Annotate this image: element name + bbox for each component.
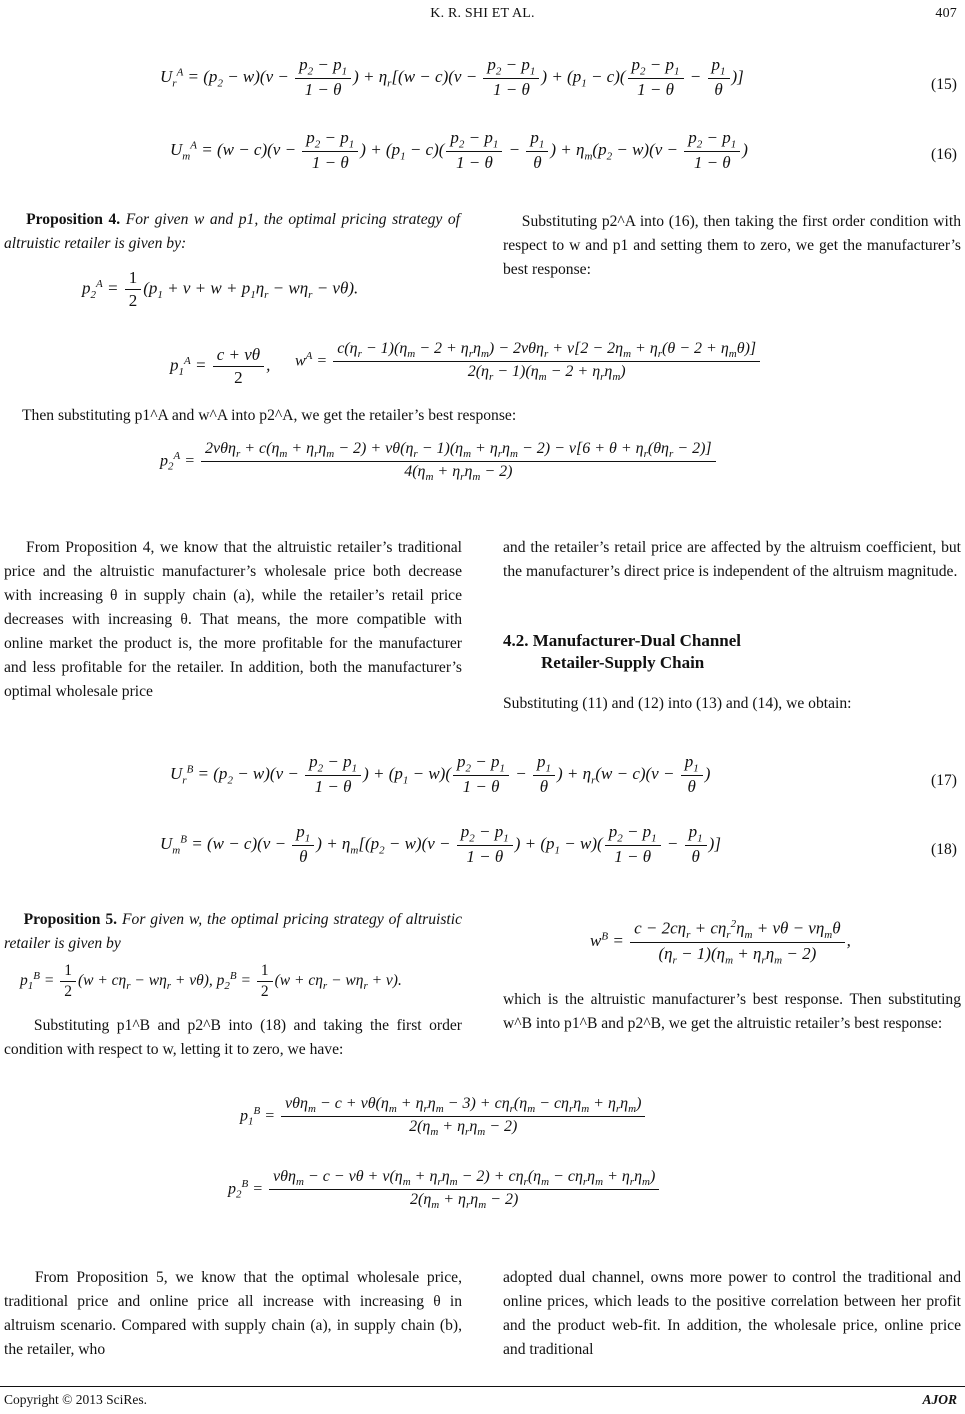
- section-heading-line1: 4.2. Manufacturer-Dual Channel: [503, 631, 741, 650]
- section-heading-4-2: [503, 630, 741, 674]
- eq18-rendered: $U_m^B = (w - c)(v$ − $\frac{p_1}{\theta}$ ) + $\eta_m[(p_2 - w)(v$ − $\frac{p_2 - p_1}{1 - \theta}$ ) + $(p_1 - w)$( $\frac{p_2 - p_1}{1 - \theta}$ − $\frac{p_1}{\theta}$ )]: [160, 822, 721, 867]
- formula-p1B: $p_1^B$ = $\frac{v\theta\eta_m - c + v\theta(\eta_m + \eta_r\eta_m - 3) + c\eta_r(\eta_m - c\eta_r\eta_m + \eta_r\eta_m)}{2(\eta_m + \eta_r\eta_m - 2)}$: [240, 1095, 647, 1138]
- prop5-formula: $p_1^B$ = $\frac{1}{2}$ $(w + c\eta_r - w\eta_r + v\theta)$, $p_2^B$ = $\frac{1}{2}$ $(w + c\eta_r - w\eta_r + v)$.: [20, 962, 402, 1000]
- substituting-11-12-text: Substituting (11) and (12) into (13) and (14), we obtain:: [503, 695, 852, 712]
- left-paragraph-4-text: From Proposition 5, we know that the optimal wholesale price, traditional price and online price all increase with increasing θ in altruism scenario. Compared with supply chain (a), in supply chain (b), the retailer, who: [4, 1269, 462, 1358]
- eq16-rendered: $U_m^A = (w - c)(v$ − $\frac{p_2 - p_1}{1 - \theta}$ ) + $(p_1 - c)$( $\frac{p_2 - p_1}{1 - \theta}$ − $\frac{p_1}{\theta}$ ) + $\eta_m(p_2 - w)(v$ − $\frac{p_2 - p_1}{1 - \theta}$ ): [170, 128, 748, 173]
- equation-18: [160, 822, 721, 867]
- proposition-4: [4, 208, 460, 256]
- formula-p2A: $p_2^A$ = $2v\theta\eta_r + c(\eta_m + \eta_r\eta_m - 2) + v\theta(\eta_r - 1)(\eta_m + \eta_r\eta_m - 2) - v[6 + \theta + \eta_r(\theta\eta_r - 2)]$ $4(\eta_m + \eta_r\eta_m - 2)$: [160, 440, 718, 483]
- left-paragraph-4: [4, 1266, 462, 1362]
- header-authors: K. R. SHI ET AL.: [430, 6, 535, 21]
- eq15-rendered: $U_r^A = (p_2 - w)(v$ − $\frac{p_2 - p_1}{1 - \theta}$ ) + $\eta_r[(w - c)(v$ − $\frac{p_2 - p_1}{1 - \theta}$ ) + $(p_1 - c)$( $\frac{p_2 - p_1}{1 - \theta}$ − $\frac{p_1}{\theta}$ )]: [160, 55, 744, 100]
- right-paragraph-1-text: Substituting p2^A into (16), then taking the first order condition with respect to w and p1 and setting them to zero, we get the manufacturer’s best response:: [503, 213, 962, 278]
- left-paragraph-2: [4, 536, 462, 704]
- right-paragraph-3: which is the altruistic manufacturer’s best response. Then substituting w^B into p1^B and p2^B, we get the altruistic retailer’s best response:: [503, 991, 961, 1032]
- eq16-number: (16): [931, 146, 957, 163]
- then-substituting-text: Then substituting p1^A and w^A into p2^A, we get the retailer’s best response:: [22, 407, 517, 424]
- section-heading-line2: Retailer-Supply Chain: [541, 653, 705, 672]
- right-paragraph-2: and the retailer’s retail price are affected by the altruism coefficient, but the manufacturer’s direct price is independent of the altruism magnitude.: [503, 539, 961, 580]
- prop4-formula: $p_2^A$ = $\frac{1}{2}$ $(p_1 + v + w + p_1\eta_r - w\eta_r - v\theta)$.: [82, 268, 359, 310]
- prop4-title: Proposition 4.: [26, 211, 121, 228]
- left-paragraph-3-text: Substituting p1^B and p2^B into (18) and taking the first order condition with respect to w, letting it to zero, we have:: [4, 1017, 462, 1058]
- formula-wB: $w^B$ = $\frac{c - 2c\eta_r + c\eta_r^2\eta_m + v\theta - v\eta_m\theta}{(\eta_r - 1)(\eta_m + \eta_r\eta_m - 2)}$ ,: [590, 918, 851, 967]
- right-paragraph-1: [503, 210, 961, 282]
- footer-copyright: Copyright © 2013 SciRes.: [4, 1392, 148, 1407]
- equation-17: [170, 752, 710, 797]
- prop5-text: For given w, the optimal pricing strategy of altruistic retailer is given by: [4, 911, 463, 952]
- prop5-title: Proposition 5.: [23, 911, 118, 928]
- right-paragraph-4: adopted dual channel, owns more power to control the traditional and online prices, which leads to the positive correlation between her profit and the product web-fit. In addition, the wholesale price, online price and traditional: [503, 1269, 961, 1358]
- prop4-text: For given w and p1, the optimal pricing strategy of altruistic retailer is given by:: [4, 211, 460, 252]
- running-header: [0, 6, 965, 22]
- footer-rule: [0, 1386, 965, 1387]
- equation-16: [170, 128, 748, 173]
- formula-p2B: $p_2^B$ = $\frac{v\theta\eta_m - c - v\theta + v(\eta_m + \eta_r\eta_m - 2) + c\eta_r(\eta_m - c\eta_r\eta_m + \eta_r\eta_m)}{2(\eta_m + \eta_r\eta_m - 2)}$: [228, 1168, 661, 1211]
- proposition-5: [4, 908, 462, 956]
- page-number: 407: [935, 6, 957, 21]
- equation-15: [160, 55, 744, 100]
- eq17-number: (17): [931, 772, 957, 789]
- eq17-rendered: $U_r^B = (p_2 - w)(v$ − $\frac{p_2 - p_1}{1 - \theta}$ ) + $(p_1 - w)$( $\frac{p_2 - p_1}{1 - \theta}$ − $\frac{p_1}{\theta}$ ) + $\eta_r(w - c)(v$ − $\frac{p_1}{\theta}$ ): [170, 752, 711, 797]
- eq18-number: (18): [931, 841, 957, 858]
- formula-p1A: $p_1^A$ = $\frac{c + v\theta}{2}$ ,: [170, 345, 271, 387]
- eq15-number: (15): [931, 76, 957, 93]
- left-paragraph-2-text: From Proposition 4, we know that the altruistic retailer’s traditional price and the altruistic manufacturer’s wholesale price both decrease with increasing θ in supply chain (a), while the retailer’s retail price decreases with increasing θ. That means, the more compatible with online market the product is, the more profitable for the manufacturer and less profitable for the retailer. In addition, both the manufacturer’s optimal wholesale price: [4, 539, 462, 700]
- left-paragraph-3: [4, 1014, 462, 1062]
- formula-wA: $w^A$ = $c(\eta_r - 1)(\eta_m - 2 + \eta_r\eta_m) - 2v\theta\eta_r + v[2 - 2\eta_m + \eta_r(\theta - 2 + \eta_m\theta)]$ $2(\eta_r - 1)(\eta_m - 2 + \eta_r\eta_m)$: [295, 340, 762, 383]
- footer-journal: AJOR: [922, 1392, 957, 1407]
